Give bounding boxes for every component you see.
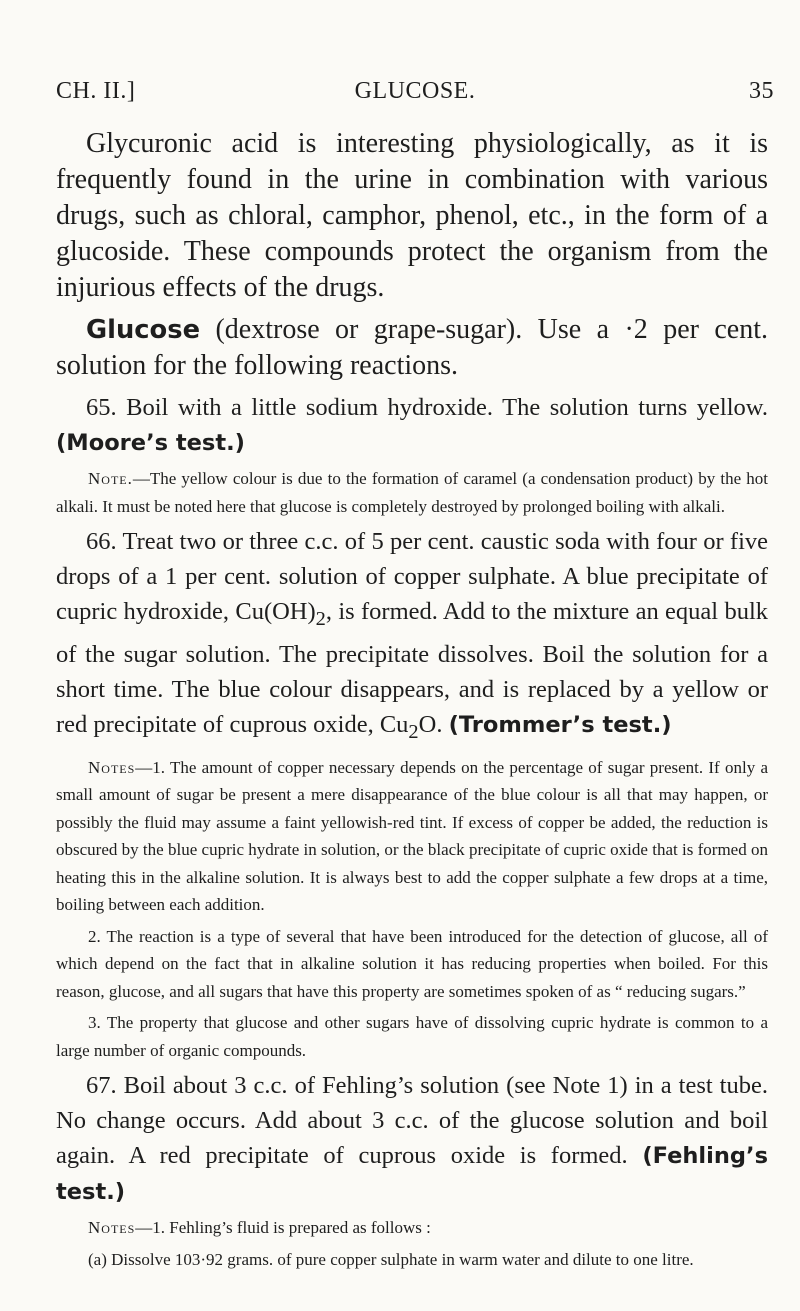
experiment-67 <box>56 1068 768 1210</box>
note-label: Note. <box>88 469 133 488</box>
glucose-paragraph <box>56 312 768 384</box>
notes-label: Notes <box>88 1218 136 1238</box>
experiment-67-note-a: (a) Dissolve 103·92 grams. of pure copper sulphate in warm water and dilute to one litre. <box>88 1249 694 1269</box>
experiment-66-text-c: O. <box>418 710 449 738</box>
running-header <box>56 78 774 108</box>
experiment-66-text-b: , is formed. Add to the mixture an equal bulk of the sugar solution. The precipitate dissolves. Boil the solution for a short time. The blue colour disappears, and is replaced by a yellow or red precipitate of cuprous oxide, Cu <box>56 598 768 738</box>
page-number: 35 <box>749 78 774 104</box>
experiment-65-note <box>56 465 768 520</box>
experiment-67-test-name: (Fehling’s test.) <box>56 1143 768 1206</box>
note-text: —1. Fehling’s fluid is prepared as follows : <box>135 1218 431 1238</box>
experiment-66-note-2: 2. The reaction is a type of several that have been introduced for the detection of glucose, all of which depend on the fact that in alkaline solution it has reducing properties when boiled. For this reason, glucose, and all sugars that have this property are sometimes spoken of as “ reducing sugars.” <box>56 926 768 1001</box>
running-title: GLUCOSE. <box>354 78 476 104</box>
glucose-description: (dextrose or grape-sugar). Use a ·2 per cent. solution for the following reactions. <box>56 314 768 381</box>
experiment-67-note-1 <box>56 1214 768 1242</box>
page-body <box>56 126 768 1277</box>
experiment-65-test-name: (Moore’s test.) <box>56 430 245 456</box>
note-text: —1. The amount of copper necessary depends on the percentage of sugar present. If only a small amount of sugar be present a mere disappearance of the blue colour is all that may happen, or possibly the fluid may assume a faint yellowish-red tint. If excess of copper be added, the reduction is obscured by the blue cupric hydrate in solution, or the black precipitate of cupric oxide that is formed on heating this in the alkaline solution. It is always best to add the copper sulphate a few drops at a time, boiling between each addition. <box>56 757 768 915</box>
experiment-66-text-a: 66. Treat two or three c.c. of 5 per cent. caustic soda with four or five drops of a 1 per cent. solution of copper sulphate. A blue precipitate of cupric hydroxide, Cu(OH) <box>56 528 768 625</box>
experiment-66-note-1 <box>56 754 768 919</box>
experiment-66-test-name: (Trommer’s test.) <box>448 711 672 738</box>
experiment-66-note-3: 3. The property that glucose and other sugars have of dissolving cupric hydrate is common to a large number of organic compounds. <box>56 1013 768 1060</box>
experiment-67-text: 67. Boil about 3 c.c. of Fehling’s solution (see Note 1) in a test tube. No change occurs. Add about 3 c.c. of the glucose solution and boil again. A red precipitate of cuprous oxide is formed. <box>56 1072 768 1170</box>
experiment-65-text: 65. Boil with a little sodium hydroxide. The solution turns yellow. <box>86 394 768 421</box>
intro-paragraph: Glycuronic acid is interesting physiologically, as it is frequently found in the urine in combination with various drugs, such as chloral, camphor, phenol, etc., in the form of a glucoside. These compounds protect the organism from the injurious effects of the drugs. <box>56 128 768 303</box>
glucose-term: Glucose <box>86 315 201 345</box>
notes-label: Notes <box>88 757 136 777</box>
experiment-66 <box>56 524 768 750</box>
subscript: 2 <box>315 607 326 630</box>
experiment-65 <box>56 390 768 461</box>
chapter-label: CH. II.] <box>56 78 136 104</box>
note-text: —The yellow colour is due to the formation of caramel (a condensation product) by the hot alkali. It must be noted here that glucose is completely destroyed by prolonged boiling with alkali. <box>56 469 768 516</box>
subscript: 2 <box>408 720 419 743</box>
